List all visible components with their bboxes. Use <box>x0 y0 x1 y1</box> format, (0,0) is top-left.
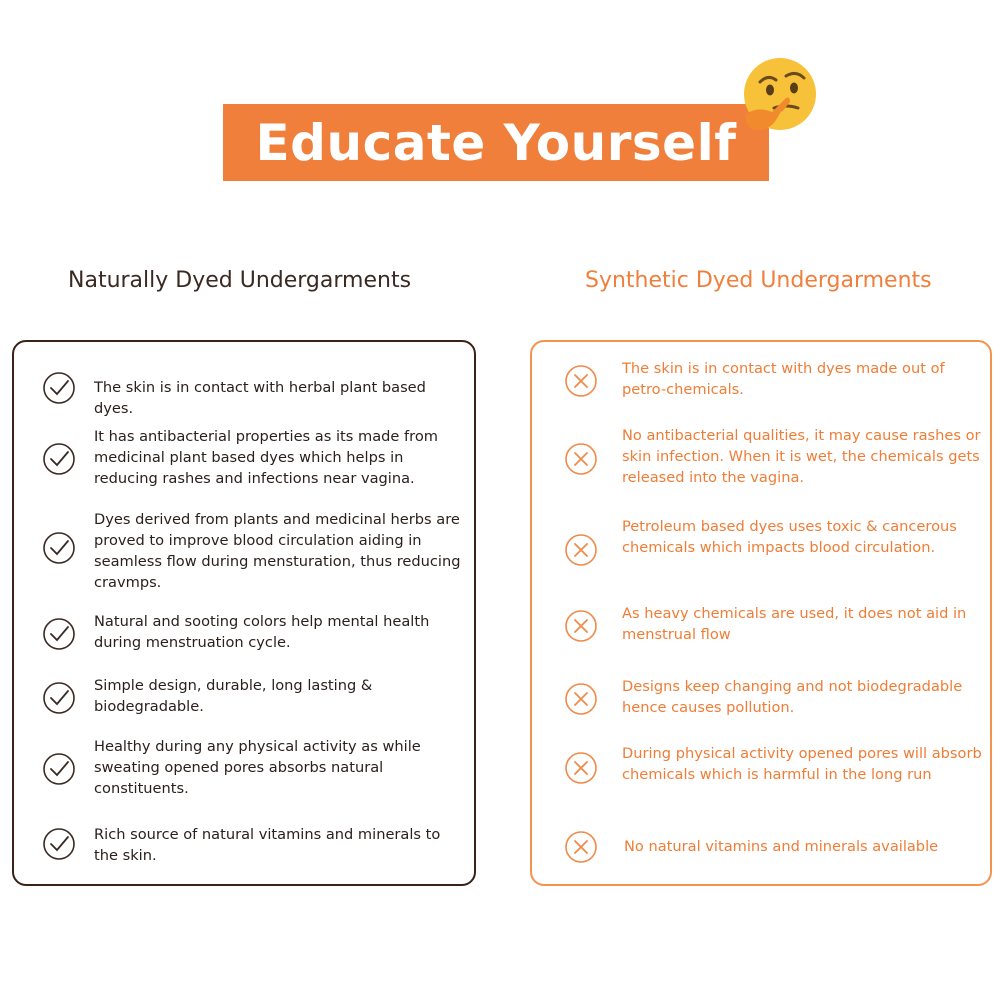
item-text: No natural vitamins and minerals available <box>624 838 939 855</box>
list-item <box>14 366 474 417</box>
thinking-face-icon <box>738 56 820 138</box>
title-banner <box>223 104 769 181</box>
item-text: Natural and sooting colors help mental health during menstruation cycle. <box>94 613 430 651</box>
synthetic-column-title: Synthetic Dyed Undergarments <box>585 268 932 293</box>
item-text: Petroleum based dyes uses toxic & cancerous chemicals which impacts blood circulation. <box>622 518 957 556</box>
item-text: The skin is in contact with herbal plant based dyes. <box>94 379 426 417</box>
list-item <box>14 824 474 868</box>
list-item <box>532 603 990 647</box>
item-text: The skin is in contact with dyes made out of petro-chemicals. <box>622 360 945 398</box>
list-item <box>14 509 474 595</box>
check-circle-icon <box>42 827 76 861</box>
list-item <box>14 736 474 802</box>
page-title: Educate Yourself <box>255 113 737 172</box>
item-text: It has antibacterial properties as its made from medicinal plant based dyes which helps in reducing rashes and infections near vagina. <box>94 428 439 487</box>
list-item <box>532 830 990 866</box>
check-circle-icon <box>42 371 76 405</box>
list-item <box>14 611 474 655</box>
check-circle-icon <box>42 531 76 565</box>
check-circle-icon <box>42 752 76 786</box>
item-text: Designs keep changing and not biodegradable hence causes pollution. <box>622 678 963 716</box>
check-circle-icon <box>42 442 76 476</box>
list-item <box>532 358 990 402</box>
synthetic-drawbacks-panel <box>530 340 992 886</box>
list-item <box>14 426 474 492</box>
item-text: Rich source of natural vitamins and minerals to the skin. <box>94 826 441 864</box>
x-circle-icon <box>564 751 598 785</box>
x-circle-icon <box>564 364 598 398</box>
item-text: Healthy during any physical activity as while sweating opened pores absorbs natural constituents. <box>94 738 421 797</box>
list-item <box>532 676 990 720</box>
list-item <box>532 516 990 582</box>
item-text: As heavy chemicals are used, it does not aid in menstrual flow <box>622 605 967 643</box>
check-circle-icon <box>42 681 76 715</box>
check-circle-icon <box>42 617 76 651</box>
natural-column-title: Naturally Dyed Undergarments <box>68 268 412 293</box>
x-circle-icon <box>564 442 598 476</box>
x-circle-icon <box>564 533 598 567</box>
x-circle-icon <box>564 830 598 864</box>
item-text: Simple design, durable, long lasting & biodegradable. <box>94 677 373 715</box>
list-item <box>532 743 990 809</box>
item-text: No antibacterial qualities, it may cause rashes or skin infection. When it is wet, the chemicals gets released into the vagina. <box>622 427 981 486</box>
list-item <box>14 675 474 719</box>
item-text: During physical activity opened pores will absorb chemicals which is harmful in the long run <box>622 745 982 783</box>
list-item <box>532 425 990 491</box>
item-text: Dyes derived from plants and medicinal herbs are proved to improve blood circulation aiding in seamless flow during mensturation, thus reducing cravmps. <box>94 511 461 591</box>
natural-benefits-panel <box>12 340 476 886</box>
x-circle-icon <box>564 682 598 716</box>
x-circle-icon <box>564 609 598 643</box>
